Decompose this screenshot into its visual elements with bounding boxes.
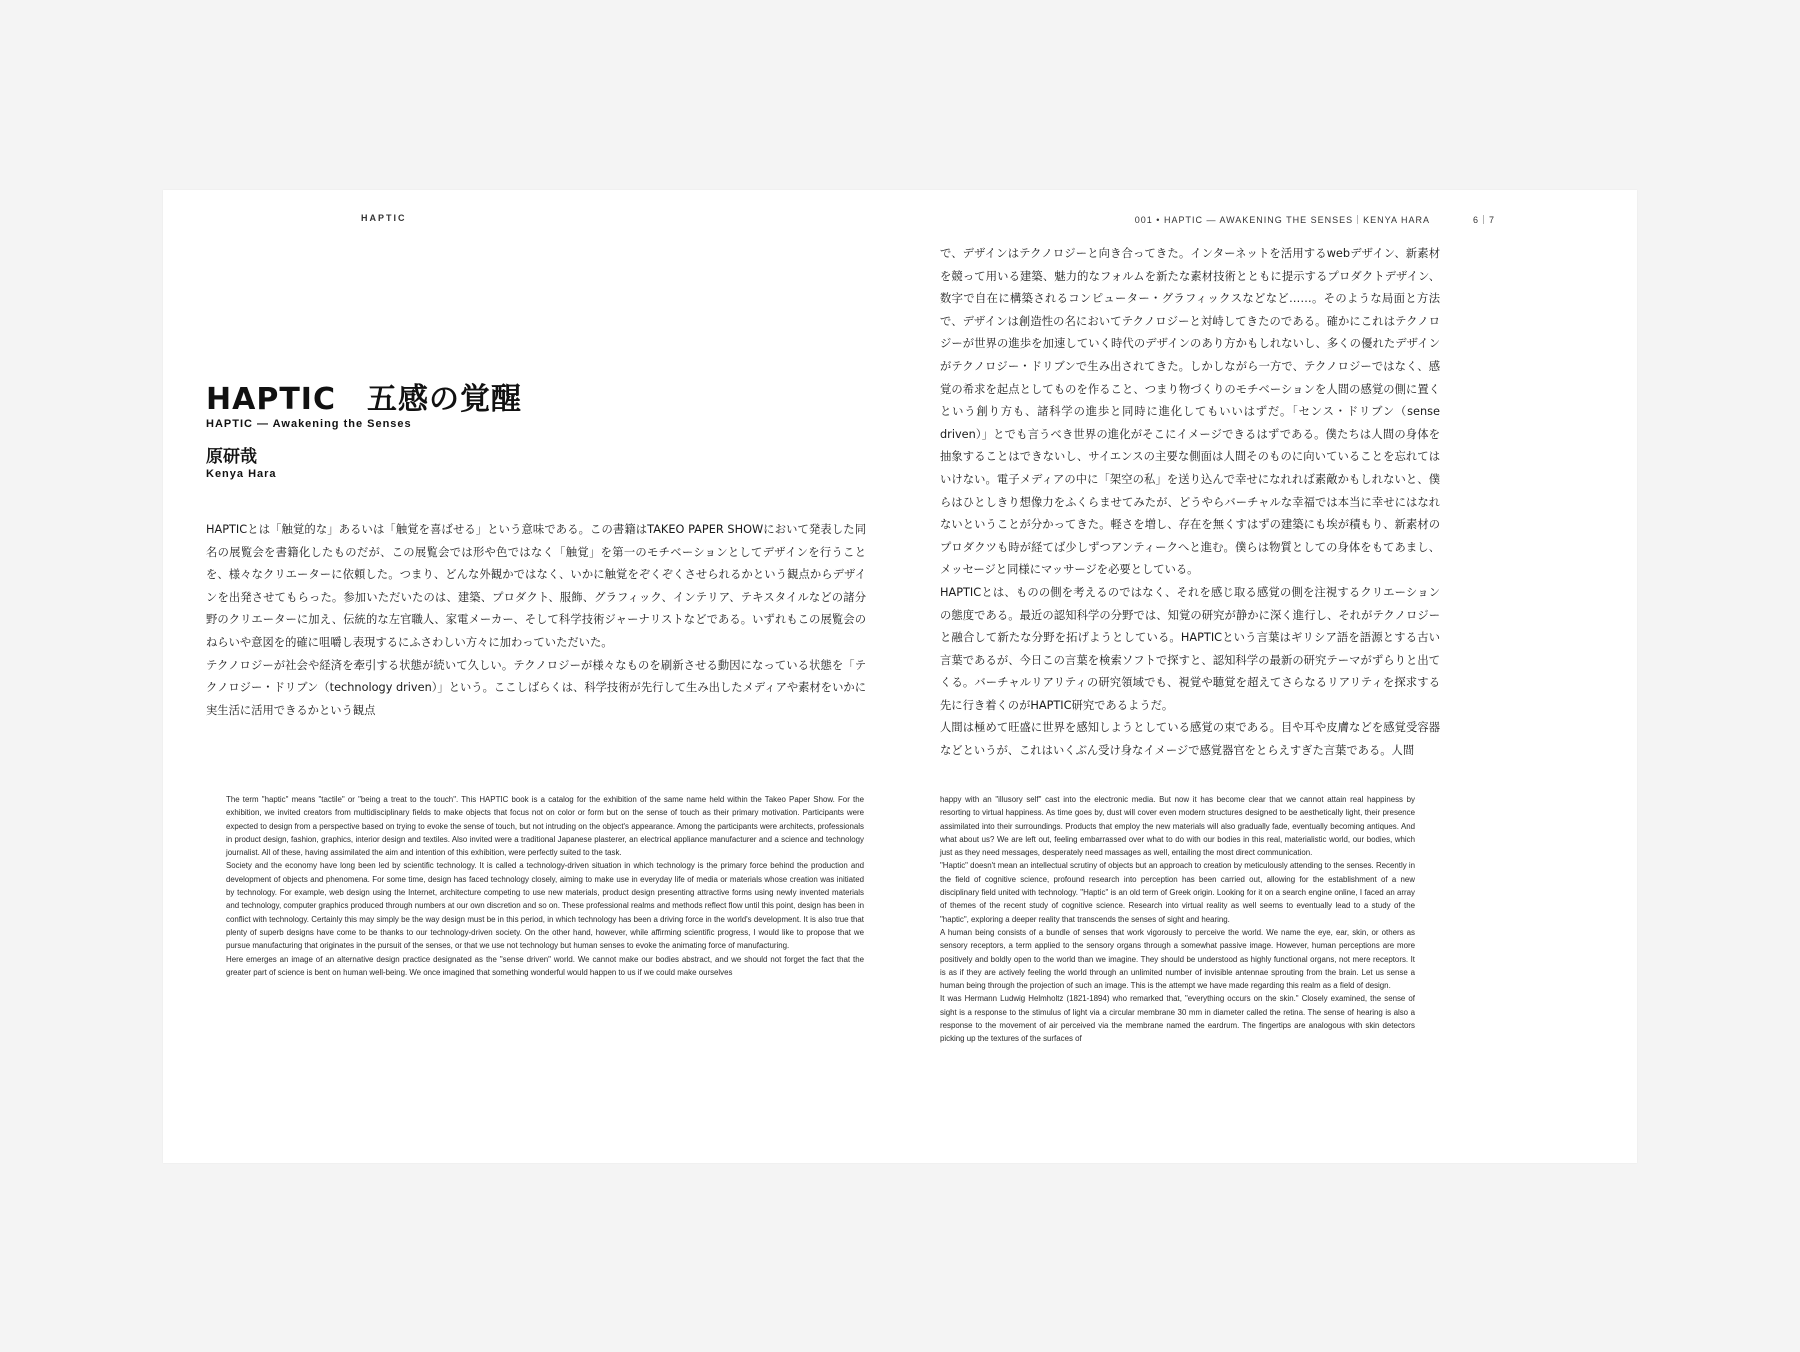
running-head-left: HAPTIC <box>361 213 407 223</box>
article-subtitle: HAPTIC — Awakening the Senses <box>206 418 412 430</box>
book-spread <box>163 190 1637 1163</box>
running-head-right: 001 • HAPTIC — AWAKENING THE SENSES｜KENYA HARA <box>1134 215 1430 225</box>
japanese-paragraph: HAPTICとは、ものの側を考えるのではなく、それを感じ取る感覚の側を注視するクリエーションの態度である。最近の認知科学の分野では、知覚の研究が静かに深く進行し、それがテクノロジーと融合して新たな分野を拓げようとしている。HAPTICという言葉はギリシア語を語源とする古い言葉であるが、今日この言葉を検索ソフトで探すと、認知科学の最新の研究テーマがずらりと出てくる。バーチャルリアリティの研究領域でも、視覚や聴覚を超えてさらなるリアリティを探求する先に行き着くのがHAPTIC研究であるようだ。 <box>940 585 1440 712</box>
author-name-japanese: 原研哉 <box>206 447 257 467</box>
english-paragraph: It was Hermann Ludwig Helmholtz (1821-1894) who remarked that, "everything occurs on the skin." Closely examined, the sense of sight is a response to the stimulus of light via a circular membrane 30 mm in diameter called the retina. The sense of hearing is also a response to the movement of air perceived via the membrane named the eardrum. The fingertips are analogous with skin detectors picking up the textures of the surfaces of <box>940 994 1415 1044</box>
japanese-paragraph: テクノロジーが社会や経済を牽引する状態が続いて久しい。テクノロジーが様々なものを刷新させる動因になっている状態を「テクノロジー・ドリブン（technology driven）」という。ここしばらくは、科学技術が先行して生み出したメディアや素材をいかに実生活に活用できるかという観点 <box>206 658 866 717</box>
japanese-body-text-left <box>206 519 866 769</box>
english-paragraph: A human being consists of a bundle of senses that work vigorously to perceive the world. We name the eye, ear, skin, or others as sensory receptors, a term applied to the sensory organs through a somewhat passive image. However, human perceptions are more positively and boldly open to the world than we imagine. They should be understood as highly functional organs, not mere receptors. It is as if they are actively feeling the world through an unlimited number of invisible antennae sprouting from the brain. Let us sense a human being through the projection of such an image. This is the attempt we have made regarding this realm as a field of design. <box>940 927 1415 991</box>
english-body-text-left <box>226 793 864 1128</box>
english-paragraph: happy with an "illusory self" cast into the electronic media. But now it has become clear that we cannot attain real happiness by resorting to virtual happiness. As time goes by, dust will cover even modern structures designed to be aesthetically light, their presence assimilated into their surroundings. Products that employ the new materials will also gradually fade, eventually becoming antiques. And what about us? We are left out, feeling embarrassed over what to do with our bodies in this real, materialistic world, our bodies, which just as they need messages, desperately need massages as well, entailing the most direct communication. <box>940 795 1415 858</box>
japanese-paragraph: 人間は極めて旺盛に世界を感知しようとしている感覚の束である。目や耳や皮膚などを感覚受容器などというが、これはいくぶん受け身なイメージで感覚器官をとらえすぎた言葉である。人間 <box>940 721 1440 758</box>
english-paragraph: "Haptic" doesn't mean an intellectual scrutiny of objects but an approach to creation by meticulously attending to the senses. Recently in the field of cognitive science, profound research into perception has been carried out, allowing for the establishment of a new disciplinary field united with technology. "Haptic" is an old term of Greek origin. Looking for it on a search engine online, I faced an array of themes of the recent study of cognitive science. Research into virtual reality as well seems to eventually lead to a study of the "haptic", exploring a deeper reality that transcends the senses of sight and hearing. <box>940 861 1415 924</box>
title-block <box>206 383 522 480</box>
page-numbers: 6｜7 <box>1473 215 1496 225</box>
right-page <box>900 190 1637 1163</box>
author-name-english: Kenya Hara <box>206 468 277 480</box>
left-page <box>163 190 900 1163</box>
english-paragraph: The term "haptic" means "tactile" or "being a treat to the touch". This HAPTIC book is a catalog for the exhibition of the same name held within the Takeo Paper Show. For the exhibition, we invited creators from multidisciplinary fields to make objects that focus not on color or form but on the sense of touch as their primary motivation. Participants were expected to design from a perspective based on trying to evoke the sense of touch, but not intruding on the object's appearance. Among the participants were architects, professionals in product design, fashion, graphics, interior design and textiles. Also invited were a traditional Japanese plasterer, an electrical appliance manufacturer and a science and technology journalist. All of these, having assimilated the aim and intention of this exhibition, were perfectly suited to the task. <box>226 795 864 858</box>
english-paragraph: Here emerges an image of an alternative design practice designated as the "sense driven" world. We cannot make our bodies abstract, and we should not forget the fact that the greater part of science is bent on human well-being. We once imagined that something wonderful would happen to us if we could make ourselves <box>226 954 864 977</box>
article-title: HAPTIC 五感の覚醒 <box>206 382 522 417</box>
japanese-paragraph: HAPTICとは「触覚的な」あるいは「触覚を喜ばせる」という意味である。この書籍はTAKEO PAPER SHOWにおいて発表した同名の展覧会を書籍化したものだが、この展覧会では形や色ではなく「触覚」を第一のモチベーションとしてデザインを行うことを、様々なクリエーターに依頼した。つまり、どんな外観かではなく、いかに触覚をぞくぞくさせられるかという観点からデザインを出発させてもらった。参加いただいたのは、建築、プロダクト、服飾、グラフィック、インテリア、テキスタイルなどの諸分野のクリエーターに加え、伝統的な左官職人、家電メーカー、そして科学技術ジャーナリストなどである。いずれもこの展覧会のねらいや意図を的確に咀嚼し表現するにふさわしい方々に加わっていただいた。 <box>206 523 866 649</box>
english-body-text-right <box>940 793 1415 1128</box>
japanese-paragraph: で、デザインはテクノロジーと向き合ってきた。インターネットを活用するwebデザイン、新素材を競って用いる建築、魅力的なフォルムを新たな素材技術とともに提示するプロダクトデザイン、数字で自在に構築されるコンピューター・グラフィックスなどなど……。そのような局面と方法で、デザインは創造性の名においてテクノロジーと対峙してきたのである。確かにこれはテクノロジーが世界の進歩を加速していく時代のデザインのあり方かもしれないし、多くの優れたデザインがテクノロジー・ドリブンで生み出されてきた。しかしながら一方で、テクノロジーではなく、感覚の希求を起点としてものを作ること、つまり物づくりのモチベーションを人間の感覚の側に置くという創り方も、諸科学の進歩と同時に進化してもいいはずだ。「センス・ドリブン（sense driven）」とでも言うべき世界の進化がそこにイメージできるはずである。僕たちは人間の身体を抽象することはできないし、サイエンスの主要な側面は人間そのものに向いていることを忘れてはいけない。電子メディアの中に「架空の私」を送り込んで幸せになれれば素敵かもしれないと、僕らはひとしきり想像力をふくらませてみたが、どうやらバーチャルな幸福では本当に幸せにはなれないということが分かってきた。軽さを増し、存在を無くすはずの建築にも埃が積もり、新素材のプロダクツも時が経てば少しずつアンティークへと進む。僕らは物質としての身体をもてあまし、メッセージと同様にマッサージを必要としている。 <box>940 247 1440 577</box>
japanese-body-text-right <box>940 243 1440 758</box>
english-paragraph: Society and the economy have long been led by scientific technology. It is called a technology-driven situation in which technology is the primary force behind the production and development of objects and phenomena. For some time, design has faced technology closely, aiming to make use in everyday life of media or materials whose creation was initiated by technology. For example, web design using the Internet, architecture competing to use new materials, product design presenting attractive forms using newly invented materials and technology, computer graphics produced through numbers at our own discretion and so on. These professional realms and methods reflect flow until this point, design has been in conflict with technology. Certainly this may simply be the way design must be in this period, in which technology has been a driving force in the world's development. It is also true that plenty of superb designs have come to be thanks to our technology-driven society. On the other hand, however, while affirming scientific progress, I would like to propose that we pursue manufacturing that originates in the pursuit of the senses, or that we use not technology but human senses to evoke the animating force of manufacturing. <box>226 861 864 951</box>
